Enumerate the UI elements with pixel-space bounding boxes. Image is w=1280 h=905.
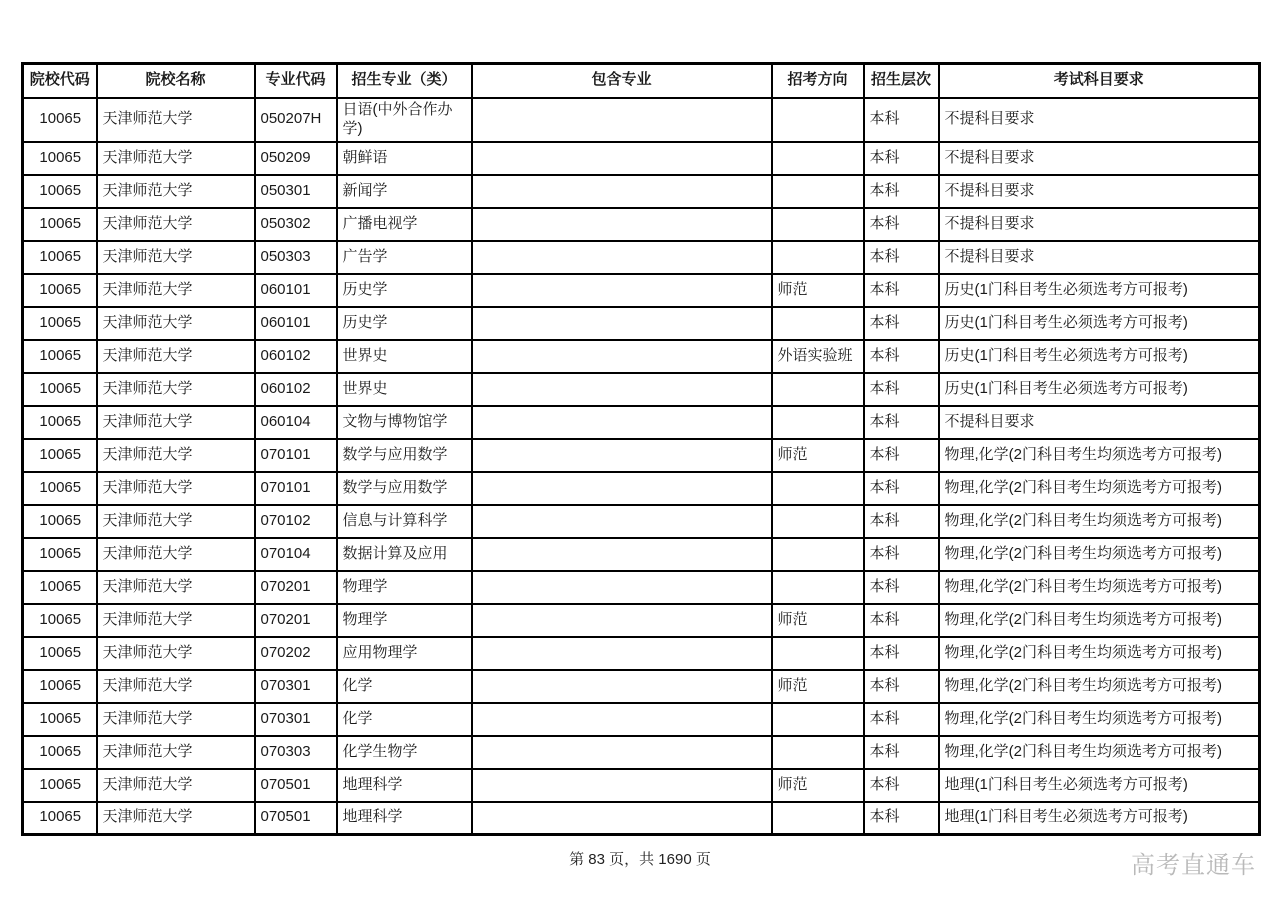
cell-school-code: 10065 xyxy=(23,208,97,241)
cell-subject-requirement: 物理,化学(2门科目考生均须选考方可报考) xyxy=(939,472,1260,505)
cell-school-name: 天津师范大学 xyxy=(97,274,255,307)
cell-school-name: 天津师范大学 xyxy=(97,703,255,736)
cell-level: 本科 xyxy=(864,670,939,703)
cell-major-name: 物理学 xyxy=(337,571,472,604)
cell-school-code: 10065 xyxy=(23,241,97,274)
cell-included-majors xyxy=(472,571,772,604)
header-included-majors: 包含专业 xyxy=(472,64,772,98)
table-header xyxy=(23,64,1260,98)
cell-exam-direction xyxy=(772,538,864,571)
cell-school-code: 10065 xyxy=(23,736,97,769)
cell-subject-requirement: 不提科目要求 xyxy=(939,406,1260,439)
cell-school-name: 天津师范大学 xyxy=(97,98,255,142)
cell-included-majors xyxy=(472,736,772,769)
cell-major-name: 日语(中外合作办学) xyxy=(337,98,472,142)
cell-level: 本科 xyxy=(864,406,939,439)
cell-major-code: 060102 xyxy=(255,340,337,373)
table-row xyxy=(23,472,1260,505)
cell-major-name: 物理学 xyxy=(337,604,472,637)
cell-included-majors xyxy=(472,142,772,175)
cell-exam-direction xyxy=(772,736,864,769)
cell-school-code: 10065 xyxy=(23,703,97,736)
cell-level: 本科 xyxy=(864,604,939,637)
cell-major-code: 050207H xyxy=(255,98,337,142)
cell-exam-direction xyxy=(772,142,864,175)
cell-included-majors xyxy=(472,604,772,637)
header-row xyxy=(23,64,1260,98)
cell-level: 本科 xyxy=(864,802,939,835)
cell-major-code: 070101 xyxy=(255,472,337,505)
table-row xyxy=(23,307,1260,340)
cell-level: 本科 xyxy=(864,373,939,406)
cell-exam-direction xyxy=(772,637,864,670)
cell-school-code: 10065 xyxy=(23,373,97,406)
table-row xyxy=(23,406,1260,439)
cell-school-code: 10065 xyxy=(23,637,97,670)
cell-level: 本科 xyxy=(864,208,939,241)
cell-school-name: 天津师范大学 xyxy=(97,208,255,241)
cell-included-majors xyxy=(472,538,772,571)
table-row xyxy=(23,571,1260,604)
cell-school-code: 10065 xyxy=(23,604,97,637)
cell-major-code: 060101 xyxy=(255,274,337,307)
cell-major-code: 070101 xyxy=(255,439,337,472)
cell-level: 本科 xyxy=(864,472,939,505)
cell-subject-requirement: 物理,化学(2门科目考生均须选考方可报考) xyxy=(939,505,1260,538)
cell-level: 本科 xyxy=(864,703,939,736)
cell-major-code: 070102 xyxy=(255,505,337,538)
cell-school-name: 天津师范大学 xyxy=(97,604,255,637)
cell-major-code: 050209 xyxy=(255,142,337,175)
cell-major-code: 060104 xyxy=(255,406,337,439)
cell-major-name: 化学 xyxy=(337,703,472,736)
cell-major-name: 新闻学 xyxy=(337,175,472,208)
table-row xyxy=(23,736,1260,769)
cell-major-name: 历史学 xyxy=(337,274,472,307)
cell-major-code: 050301 xyxy=(255,175,337,208)
cell-major-name: 应用物理学 xyxy=(337,637,472,670)
cell-school-name: 天津师范大学 xyxy=(97,472,255,505)
cell-exam-direction: 师范 xyxy=(772,604,864,637)
cell-major-code: 050302 xyxy=(255,208,337,241)
table-row xyxy=(23,703,1260,736)
cell-exam-direction xyxy=(772,472,864,505)
watermark-brand: 高考直通车 xyxy=(1131,852,1256,879)
cell-major-name: 广告学 xyxy=(337,241,472,274)
cell-major-code: 070501 xyxy=(255,769,337,802)
cell-major-name: 文物与博物馆学 xyxy=(337,406,472,439)
cell-subject-requirement: 历史(1门科目考生必须选考方可报考) xyxy=(939,340,1260,373)
cell-school-name: 天津师范大学 xyxy=(97,505,255,538)
table-row xyxy=(23,505,1260,538)
cell-school-code: 10065 xyxy=(23,98,97,142)
cell-school-code: 10065 xyxy=(23,142,97,175)
cell-major-code: 070301 xyxy=(255,703,337,736)
cell-exam-direction xyxy=(772,307,864,340)
cell-school-code: 10065 xyxy=(23,769,97,802)
cell-subject-requirement: 物理,化学(2门科目考生均须选考方可报考) xyxy=(939,736,1260,769)
cell-major-name: 朝鲜语 xyxy=(337,142,472,175)
cell-school-code: 10065 xyxy=(23,538,97,571)
cell-major-name: 数据计算及应用 xyxy=(337,538,472,571)
cell-major-code: 070303 xyxy=(255,736,337,769)
page-number-indicator: 第 83 页，共 1690 页 xyxy=(569,851,711,868)
cell-exam-direction: 师范 xyxy=(772,670,864,703)
cell-school-code: 10065 xyxy=(23,340,97,373)
cell-subject-requirement: 不提科目要求 xyxy=(939,98,1260,142)
cell-major-name: 化学生物学 xyxy=(337,736,472,769)
cell-school-name: 天津师范大学 xyxy=(97,307,255,340)
cell-major-name: 地理科学 xyxy=(337,802,472,835)
cell-major-code: 060102 xyxy=(255,373,337,406)
header-major-code: 专业代码 xyxy=(255,64,337,98)
cell-included-majors xyxy=(472,703,772,736)
table-row xyxy=(23,142,1260,175)
cell-school-name: 天津师范大学 xyxy=(97,142,255,175)
cell-level: 本科 xyxy=(864,637,939,670)
table-row xyxy=(23,802,1260,835)
table-row xyxy=(23,439,1260,472)
cell-exam-direction: 外语实验班 xyxy=(772,340,864,373)
cell-school-name: 天津师范大学 xyxy=(97,670,255,703)
cell-major-name: 世界史 xyxy=(337,373,472,406)
cell-level: 本科 xyxy=(864,241,939,274)
cell-school-name: 天津师范大学 xyxy=(97,241,255,274)
cell-major-name: 信息与计算科学 xyxy=(337,505,472,538)
cell-exam-direction xyxy=(772,373,864,406)
cell-included-majors xyxy=(472,373,772,406)
cell-level: 本科 xyxy=(864,505,939,538)
cell-major-code: 070501 xyxy=(255,802,337,835)
cell-major-name: 广播电视学 xyxy=(337,208,472,241)
cell-school-code: 10065 xyxy=(23,406,97,439)
cell-major-name: 化学 xyxy=(337,670,472,703)
cell-major-name: 数学与应用数学 xyxy=(337,439,472,472)
cell-level: 本科 xyxy=(864,307,939,340)
cell-level: 本科 xyxy=(864,538,939,571)
cell-school-code: 10065 xyxy=(23,670,97,703)
cell-subject-requirement: 不提科目要求 xyxy=(939,142,1260,175)
cell-level: 本科 xyxy=(864,340,939,373)
cell-level: 本科 xyxy=(864,98,939,142)
cell-included-majors xyxy=(472,769,772,802)
cell-school-code: 10065 xyxy=(23,274,97,307)
cell-exam-direction xyxy=(772,241,864,274)
cell-major-code: 070201 xyxy=(255,604,337,637)
table-row xyxy=(23,538,1260,571)
cell-included-majors xyxy=(472,241,772,274)
cell-exam-direction xyxy=(772,406,864,439)
cell-school-name: 天津师范大学 xyxy=(97,538,255,571)
cell-subject-requirement: 历史(1门科目考生必须选考方可报考) xyxy=(939,307,1260,340)
cell-major-name: 世界史 xyxy=(337,340,472,373)
cell-included-majors xyxy=(472,175,772,208)
cell-major-code: 060101 xyxy=(255,307,337,340)
table-row xyxy=(23,604,1260,637)
cell-school-code: 10065 xyxy=(23,175,97,208)
header-level: 招生层次 xyxy=(864,64,939,98)
cell-exam-direction xyxy=(772,98,864,142)
cell-school-code: 10065 xyxy=(23,307,97,340)
cell-school-name: 天津师范大学 xyxy=(97,439,255,472)
cell-level: 本科 xyxy=(864,274,939,307)
cell-level: 本科 xyxy=(864,142,939,175)
cell-included-majors xyxy=(472,340,772,373)
cell-included-majors xyxy=(472,208,772,241)
cell-exam-direction xyxy=(772,505,864,538)
cell-exam-direction xyxy=(772,175,864,208)
cell-included-majors xyxy=(472,802,772,835)
cell-school-code: 10065 xyxy=(23,802,97,835)
table-row xyxy=(23,637,1260,670)
cell-school-name: 天津师范大学 xyxy=(97,571,255,604)
cell-major-code: 070202 xyxy=(255,637,337,670)
cell-subject-requirement: 历史(1门科目考生必须选考方可报考) xyxy=(939,373,1260,406)
header-subject-requirement: 考试科目要求 xyxy=(939,64,1260,98)
cell-exam-direction: 师范 xyxy=(772,274,864,307)
table-row xyxy=(23,670,1260,703)
cell-major-name: 数学与应用数学 xyxy=(337,472,472,505)
header-exam-direction: 招考方向 xyxy=(772,64,864,98)
cell-subject-requirement: 物理,化学(2门科目考生均须选考方可报考) xyxy=(939,538,1260,571)
cell-school-name: 天津师范大学 xyxy=(97,175,255,208)
cell-exam-direction xyxy=(772,208,864,241)
table-row xyxy=(23,241,1260,274)
table-row xyxy=(23,769,1260,802)
cell-subject-requirement: 物理,化学(2门科目考生均须选考方可报考) xyxy=(939,703,1260,736)
cell-school-name: 天津师范大学 xyxy=(97,637,255,670)
cell-included-majors xyxy=(472,637,772,670)
cell-subject-requirement: 地理(1门科目考生必须选考方可报考) xyxy=(939,802,1260,835)
table-row xyxy=(23,340,1260,373)
cell-school-name: 天津师范大学 xyxy=(97,802,255,835)
cell-included-majors xyxy=(472,406,772,439)
cell-school-code: 10065 xyxy=(23,571,97,604)
cell-subject-requirement: 物理,化学(2门科目考生均须选考方可报考) xyxy=(939,571,1260,604)
cell-exam-direction: 师范 xyxy=(772,439,864,472)
cell-major-code: 050303 xyxy=(255,241,337,274)
cell-subject-requirement: 地理(1门科目考生必须选考方可报考) xyxy=(939,769,1260,802)
cell-exam-direction xyxy=(772,703,864,736)
cell-level: 本科 xyxy=(864,769,939,802)
table-row xyxy=(23,274,1260,307)
cell-included-majors xyxy=(472,670,772,703)
cell-school-code: 10065 xyxy=(23,472,97,505)
header-school-name: 院校名称 xyxy=(97,64,255,98)
cell-subject-requirement: 物理,化学(2门科目考生均须选考方可报考) xyxy=(939,604,1260,637)
header-major-name: 招生专业（类） xyxy=(337,64,472,98)
cell-exam-direction xyxy=(772,571,864,604)
cell-school-name: 天津师范大学 xyxy=(97,769,255,802)
cell-subject-requirement: 不提科目要求 xyxy=(939,208,1260,241)
table-row xyxy=(23,175,1260,208)
table-row xyxy=(23,98,1260,142)
cell-subject-requirement: 物理,化学(2门科目考生均须选考方可报考) xyxy=(939,637,1260,670)
cell-subject-requirement: 不提科目要求 xyxy=(939,241,1260,274)
table-body xyxy=(23,98,1260,835)
cell-school-name: 天津师范大学 xyxy=(97,373,255,406)
cell-school-name: 天津师范大学 xyxy=(97,406,255,439)
cell-exam-direction: 师范 xyxy=(772,769,864,802)
cell-school-name: 天津师范大学 xyxy=(97,736,255,769)
cell-school-code: 10065 xyxy=(23,505,97,538)
cell-included-majors xyxy=(472,98,772,142)
cell-subject-requirement: 历史(1门科目考生必须选考方可报考) xyxy=(939,274,1260,307)
cell-school-name: 天津师范大学 xyxy=(97,340,255,373)
cell-level: 本科 xyxy=(864,439,939,472)
cell-level: 本科 xyxy=(864,736,939,769)
table-row xyxy=(23,373,1260,406)
header-school-code: 院校代码 xyxy=(23,64,97,98)
cell-major-code: 070201 xyxy=(255,571,337,604)
cell-included-majors xyxy=(472,274,772,307)
cell-major-code: 070104 xyxy=(255,538,337,571)
cell-major-code: 070301 xyxy=(255,670,337,703)
cell-exam-direction xyxy=(772,802,864,835)
cell-subject-requirement: 不提科目要求 xyxy=(939,175,1260,208)
cell-included-majors xyxy=(472,307,772,340)
cell-included-majors xyxy=(472,472,772,505)
cell-school-code: 10065 xyxy=(23,439,97,472)
cell-included-majors xyxy=(472,439,772,472)
cell-subject-requirement: 物理,化学(2门科目考生均须选考方可报考) xyxy=(939,670,1260,703)
table-row xyxy=(23,208,1260,241)
cell-level: 本科 xyxy=(864,175,939,208)
cell-included-majors xyxy=(472,505,772,538)
admissions-table xyxy=(21,62,1261,836)
cell-level: 本科 xyxy=(864,571,939,604)
cell-subject-requirement: 物理,化学(2门科目考生均须选考方可报考) xyxy=(939,439,1260,472)
cell-major-name: 历史学 xyxy=(337,307,472,340)
cell-major-name: 地理科学 xyxy=(337,769,472,802)
